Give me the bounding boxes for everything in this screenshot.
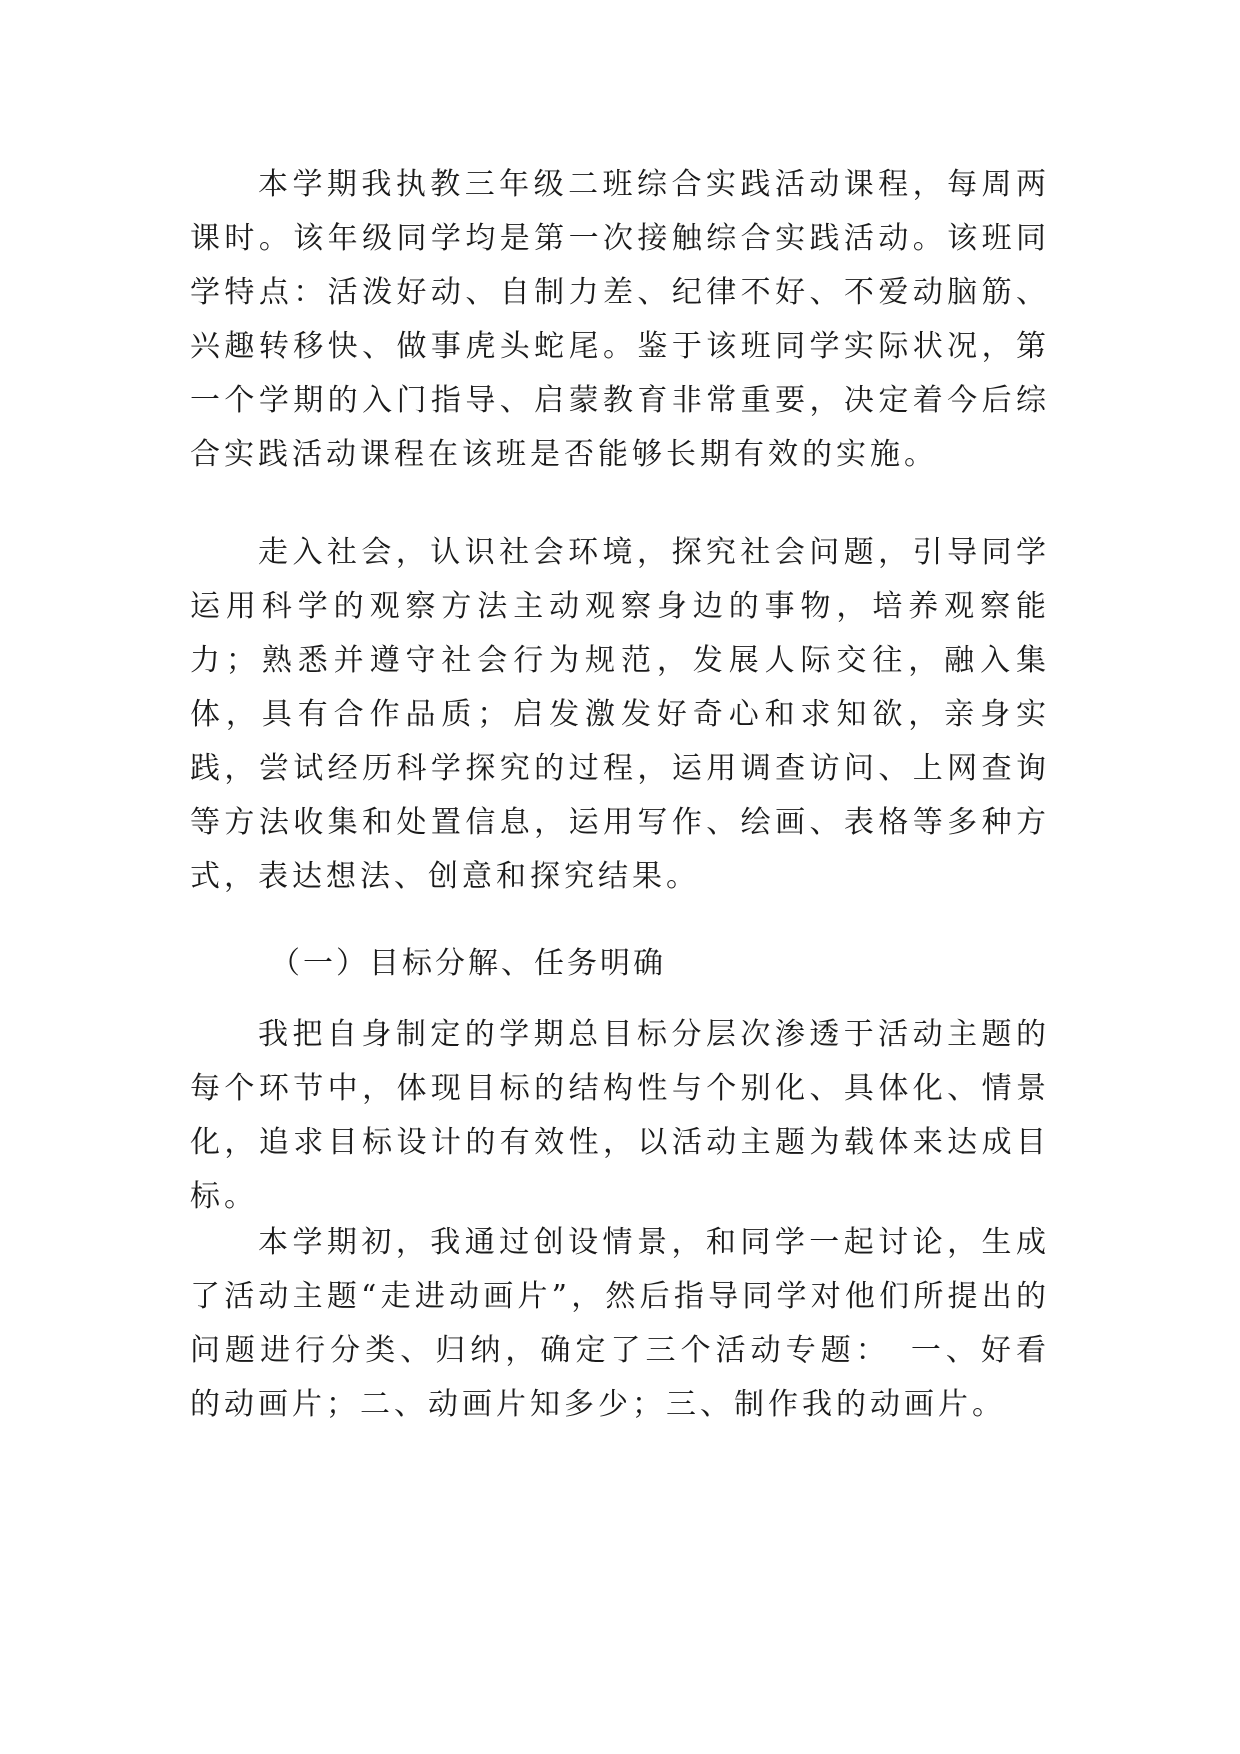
section-heading: （一）目标分解、任务明确 — [270, 946, 666, 981]
paragraph-intro: 本学期我执教三年级二班综合实践活动课程，每周两课时。该年级同学均是第一次接触综合实践活动。该班同学特点：活泼好动、自制力差、纪律不好、不爱动脑筋、兴趣转移快、做事虎头蛇尾。鉴于该班同学实际状况，第一个学期的入门指导、启蒙教育非常重要，决定着今后综合实践活动课程在该班是否能够长期有效的实施。 — [190, 167, 1050, 472]
paragraph-target-breakdown: 我把自身制定的学期总目标分层次渗透于活动主题的每个环节中，体现目标的结构性与个别化、具体化、情景化，追求目标设计的有效性，以活动主题为载体来达成目标。 — [190, 1017, 1050, 1214]
paragraph-activity-topics: 本学期初，我通过创设情景，和同学一起讨论，生成了活动主题“走进动画片”，然后指导同学对他们所提出的问题进行分类、归纳，确定了三个活动专题： 一、好看的动画片；二、动画片知多少；三、制作我的动画片。 — [190, 1225, 1050, 1422]
paragraph-goals: 走入社会，认识社会环境，探究社会问题，引导同学运用科学的观察方法主动观察身边的事物，培养观察能力；熟悉并遵守社会行为规范，发展人际交往，融入集体，具有合作品质；启发激发好奇心和求知欲，亲身实践，尝试经历科学探究的过程，运用调查访问、上网查询等方法收集和处置信息，运用写作、绘画、表格等多种方式，表达想法、创意和探究结果。 — [190, 535, 1050, 894]
